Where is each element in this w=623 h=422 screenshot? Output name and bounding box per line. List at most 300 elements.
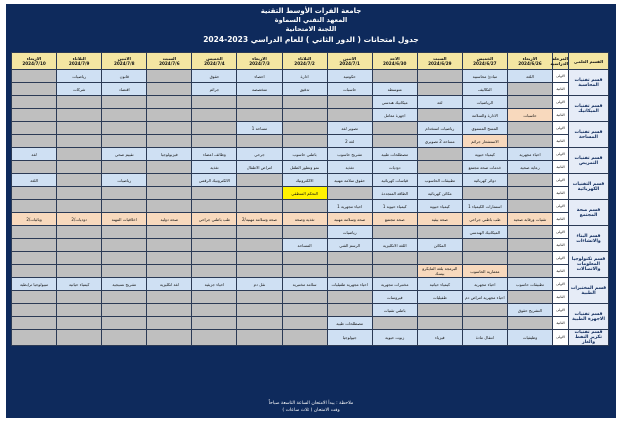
exam-cell: تطبيقات الحاسوب xyxy=(417,174,462,187)
exam-cell xyxy=(417,252,462,265)
day-name: الخميس xyxy=(476,56,494,61)
exam-cell xyxy=(192,135,237,148)
exam-cell: لغة xyxy=(12,148,57,161)
schedule-row xyxy=(12,109,609,122)
stage-label: الثانية xyxy=(553,239,569,252)
exam-cell: معمارية الحاسوب xyxy=(462,265,507,278)
day-header xyxy=(12,53,57,70)
exam-cell xyxy=(282,135,327,148)
exam-cell: طب باطني جراحي xyxy=(462,213,507,226)
exam-cell xyxy=(147,96,192,109)
exam-cell xyxy=(282,304,327,317)
exam-cell xyxy=(147,187,192,200)
exam-cell xyxy=(507,265,552,278)
exam-cell xyxy=(147,226,192,239)
schedule-row xyxy=(12,265,609,278)
schedule-row xyxy=(12,226,609,239)
exam-cell xyxy=(147,304,192,317)
exam-cell xyxy=(192,109,237,122)
stage-label: الاولى xyxy=(553,70,569,83)
exam-cell xyxy=(282,122,327,135)
exam-cell: تقنيات ورقابة صحية xyxy=(507,213,552,226)
exam-cell xyxy=(102,330,147,346)
exam-cell: الالكترونيك xyxy=(282,174,327,187)
exam-cell xyxy=(57,291,102,304)
exam-cell xyxy=(327,96,372,109)
exam-cell: المسح المستوي xyxy=(462,122,507,135)
department-name: قسم تقنيات الاجهزة الطبية xyxy=(569,304,609,330)
exam-cell: وظيفيات xyxy=(507,330,552,346)
exam-cell xyxy=(192,252,237,265)
exam-cell: الميكانيك الهندسي xyxy=(462,226,507,239)
exam-cell xyxy=(147,174,192,187)
exam-cell: مصطلحات طبية xyxy=(327,317,372,330)
exam-cell: باطني حاسوب xyxy=(282,148,327,161)
exam-cell: استمارات الكيمياء 1 xyxy=(462,200,507,213)
exam-cell: حكومية xyxy=(327,70,372,83)
exam-cell xyxy=(327,252,372,265)
exam-cell: دوديات xyxy=(372,161,417,174)
exam-cell: حاسبات xyxy=(507,109,552,122)
exam-cell: رياضيات xyxy=(102,174,147,187)
exam-cell xyxy=(147,70,192,83)
stage-label: الاولى xyxy=(553,174,569,187)
exam-cell xyxy=(57,226,102,239)
stage-label: الثانية xyxy=(553,135,569,148)
stage-label: الاولى xyxy=(553,148,569,161)
exam-cell xyxy=(237,252,282,265)
exam-cell xyxy=(12,135,57,148)
exam-cell xyxy=(57,148,102,161)
department-name: قسم صحة المجتمع xyxy=(569,200,609,226)
exam-cell xyxy=(192,239,237,252)
exam-cell: لغة 2 xyxy=(327,135,372,148)
exam-cell: تقييم صحي xyxy=(102,148,147,161)
exam-cell: اللغة xyxy=(507,70,552,83)
schedule-row xyxy=(12,317,609,330)
day-header xyxy=(192,53,237,70)
exam-cell: رياضيات xyxy=(57,70,102,83)
department-name: قسم تقنيات التمريض xyxy=(569,148,609,174)
exam-cell xyxy=(12,304,57,317)
exam-cell xyxy=(327,291,372,304)
schedule-row xyxy=(12,148,609,161)
exam-cell xyxy=(12,265,57,278)
stage-label: الاولى xyxy=(553,304,569,317)
day-date: 2024/7/8 xyxy=(113,61,135,66)
exam-cell xyxy=(102,96,147,109)
exam-cell: جرائم xyxy=(192,83,237,96)
day-date: 2024/6/26 xyxy=(518,61,542,66)
exam-cell xyxy=(147,135,192,148)
department-name: قسم تقنيات الميكانيك xyxy=(569,96,609,122)
exam-cell: خدمات صحة مجتمع xyxy=(462,161,507,174)
exam-cell: تغذية وصحة xyxy=(282,213,327,226)
exam-cell: احياء مجهرية امراض دم xyxy=(462,291,507,304)
day-date: 2024/7/10 xyxy=(22,61,46,66)
exam-cell: احياء مجهرية طفيليات xyxy=(327,278,372,291)
exam-schedule-table xyxy=(11,52,609,346)
footer-start-time: ملاحظة : يبدأ الامتحان الساعة التاسعة صباحاً xyxy=(268,401,354,406)
exam-cell xyxy=(237,109,282,122)
exam-cell xyxy=(282,200,327,213)
exam-cell: جيولوجيا xyxy=(327,330,372,346)
exam-cell xyxy=(462,304,507,317)
exam-cell xyxy=(417,148,462,161)
exam-cell: التشريح حقوق xyxy=(507,304,552,317)
exam-cell xyxy=(57,330,102,346)
exam-cell: الطاقة المتجددة xyxy=(372,187,417,200)
exam-cell xyxy=(237,291,282,304)
exam-cell: كيمياء حيوية xyxy=(417,200,462,213)
schedule-row xyxy=(12,291,609,304)
exam-cell xyxy=(147,265,192,278)
exam-cell xyxy=(237,200,282,213)
exam-cell: لغة انكليزية xyxy=(147,278,192,291)
exam-cell xyxy=(102,200,147,213)
day-name: الخميس xyxy=(206,56,223,61)
exam-cell xyxy=(417,304,462,317)
exam-cell: احياء مجهرية xyxy=(462,278,507,291)
day-date: 2024/7/2 xyxy=(294,61,315,66)
exam-cell xyxy=(102,265,147,278)
exam-cell xyxy=(57,265,102,278)
exam-cell xyxy=(57,304,102,317)
exam-cell xyxy=(237,239,282,252)
exam-cell xyxy=(237,226,282,239)
exam-cell: امراض الاطفال xyxy=(237,161,282,174)
exam-cell xyxy=(12,291,57,304)
department-name: قسم البناء والانشاءات xyxy=(569,226,609,252)
exam-cell xyxy=(282,291,327,304)
exam-cell xyxy=(372,252,417,265)
stage-label: الثانية xyxy=(553,109,569,122)
exam-cell xyxy=(507,174,552,187)
exam-cell xyxy=(192,317,237,330)
department-name: قسم تكنولوجيا المعلومات والاتصالات xyxy=(569,252,609,278)
day-date: 2024/6/30 xyxy=(382,61,407,66)
exam-cell xyxy=(57,187,102,200)
exam-cell xyxy=(462,317,507,330)
exam-cell xyxy=(12,330,57,346)
schedule-row xyxy=(12,278,609,291)
exam-cell: احياء مجهرية 1 xyxy=(327,200,372,213)
day-header xyxy=(372,53,417,70)
exam-cell xyxy=(192,96,237,109)
schedule-row xyxy=(12,135,609,148)
exam-cell xyxy=(507,96,552,109)
exam-cell: قانون xyxy=(102,70,147,83)
day-name: الاحد xyxy=(389,56,400,61)
exam-cell: سلامة مختبرية xyxy=(282,278,327,291)
exam-cell xyxy=(57,161,102,174)
stage-column-header: المرحلة الدراسية xyxy=(553,53,569,70)
exam-cell xyxy=(192,226,237,239)
exam-cell xyxy=(237,265,282,278)
exam-cell xyxy=(192,265,237,278)
day-date: 2024/6/29 xyxy=(428,61,452,66)
exam-cell xyxy=(417,83,462,96)
exam-cell xyxy=(147,83,192,96)
exam-cell xyxy=(147,317,192,330)
day-name: الاربعاء xyxy=(252,56,267,61)
exam-cell xyxy=(192,330,237,346)
exam-cell: الادارة والسلامة xyxy=(462,109,507,122)
exam-cell xyxy=(12,317,57,330)
exam-cell xyxy=(147,239,192,252)
exam-cell xyxy=(12,239,57,252)
exam-cell xyxy=(147,122,192,135)
exam-cell xyxy=(102,187,147,200)
stage-label: الاولى xyxy=(553,200,569,213)
exam-cell xyxy=(372,135,417,148)
exam-cell xyxy=(192,122,237,135)
exam-cell: قياسات كهربائية xyxy=(372,174,417,187)
exam-cell xyxy=(57,252,102,265)
exam-cell: دوائر كهربائية xyxy=(462,174,507,187)
stage-label: الاولى xyxy=(553,278,569,291)
exam-cell: صحة بيئية xyxy=(417,213,462,226)
institute-title: المعهد التقني السماوة xyxy=(274,16,348,24)
exam-cell xyxy=(192,187,237,200)
exam-cell: جرحي xyxy=(237,148,282,161)
stage-label: الاولى xyxy=(553,226,569,239)
exam-cell: ادارة xyxy=(282,70,327,83)
day-header xyxy=(102,53,147,70)
exam-cell: الاستشعار جرائم xyxy=(462,135,507,148)
schedule-row xyxy=(12,330,609,346)
exam-cell: حاسبات xyxy=(327,83,372,96)
stage-label: الاولى xyxy=(553,122,569,135)
exam-cell xyxy=(462,239,507,252)
day-date: 2024/7/3 xyxy=(249,61,270,66)
day-header xyxy=(327,53,372,70)
exam-cell xyxy=(12,161,57,174)
exam-cell xyxy=(282,252,327,265)
exam-cell: فيروسات xyxy=(372,291,417,304)
exam-cell: مبادئ محاسبية xyxy=(462,70,507,83)
department-name: قسم تقنيات المحاسبة xyxy=(569,70,609,96)
exam-cell xyxy=(12,200,57,213)
exam-cell xyxy=(237,135,282,148)
exam-cell: اللغة الانكليزية xyxy=(372,239,417,252)
exam-cell: صحة دولية xyxy=(147,213,192,226)
day-date: 2024/7/9 xyxy=(68,61,90,66)
day-header xyxy=(462,53,507,70)
exam-cell: تصوير لغة xyxy=(327,122,372,135)
day-header xyxy=(57,53,102,70)
exam-cell xyxy=(417,161,462,174)
exam-cell xyxy=(282,330,327,346)
exam-cell xyxy=(507,122,552,135)
day-header xyxy=(237,53,282,70)
exam-cell xyxy=(12,187,57,200)
exam-cell: اقتصاد xyxy=(102,83,147,96)
exam-cell xyxy=(237,174,282,187)
exam-cell xyxy=(12,83,57,96)
exam-cell: التحكم المنطقي xyxy=(282,187,327,200)
exam-cell xyxy=(102,317,147,330)
day-header xyxy=(507,53,552,70)
exam-cell: تطبيقات حاسوب xyxy=(507,278,552,291)
schedule-row xyxy=(12,187,609,200)
exam-cell: اجهزة معامل xyxy=(372,109,417,122)
exam-cell xyxy=(147,330,192,346)
day-date: 2024/6/27 xyxy=(473,61,497,66)
exam-cell xyxy=(57,109,102,122)
exam-cell: رياضيات استخدام xyxy=(417,122,462,135)
exam-cell: احياء مجهرية xyxy=(507,148,552,161)
exam-cell xyxy=(372,70,417,83)
exam-cell xyxy=(57,122,102,135)
exam-cell xyxy=(507,135,552,148)
day-name: الثلاثاء xyxy=(297,56,312,61)
footer-note xyxy=(6,400,616,414)
exam-cell: طب باطني جراحي xyxy=(192,213,237,226)
exam-cell: التكاليف xyxy=(462,83,507,96)
day-name: الاربعاء xyxy=(26,56,42,61)
stage-label: الثانية xyxy=(553,83,569,96)
exam-cell: احصاء xyxy=(237,70,282,83)
exam-cell xyxy=(327,109,372,122)
exam-cell xyxy=(372,122,417,135)
department-name: قسم تقنيات المساحة xyxy=(569,122,609,148)
stage-label: الثانية xyxy=(553,161,569,174)
exam-cell xyxy=(282,96,327,109)
exam-cell xyxy=(192,291,237,304)
exam-cell: نمو وتطور الطفل xyxy=(282,161,327,174)
exam-cell xyxy=(417,70,462,83)
exam-cell: مبيولوجيا ترابطية xyxy=(12,278,57,291)
schedule-row xyxy=(12,252,609,265)
exam-cell: لغة xyxy=(417,96,462,109)
schedule-row xyxy=(12,70,609,83)
exam-cell: رياضيات xyxy=(327,226,372,239)
day-name: السبت xyxy=(162,56,177,61)
exam-cell xyxy=(12,252,57,265)
exam-cell: تشريح نسيجية xyxy=(102,278,147,291)
exam-cell xyxy=(507,200,552,213)
day-date: 2024/7/1 xyxy=(339,61,360,66)
exam-cell: اخلاقيات المهنة xyxy=(102,213,147,226)
exam-cell: حقوق xyxy=(192,70,237,83)
exam-cell xyxy=(507,291,552,304)
stage-label: الثانية xyxy=(553,291,569,304)
exam-cell xyxy=(12,96,57,109)
exam-cell: رعاية صحية xyxy=(507,161,552,174)
exam-cell: فيزياء xyxy=(417,330,462,346)
exam-cell xyxy=(237,187,282,200)
exam-cell: تشريح حاسوب xyxy=(327,148,372,161)
exam-cell: صحة وسلامة مهنية xyxy=(327,213,372,226)
exam-cell: المكائن xyxy=(417,239,462,252)
exam-cell xyxy=(417,317,462,330)
exam-cell: الرسم الفني xyxy=(327,239,372,252)
exam-cell: متخصصة xyxy=(237,83,282,96)
exam-cell xyxy=(102,122,147,135)
exam-cell xyxy=(102,239,147,252)
exam-cell xyxy=(417,226,462,239)
exam-cell xyxy=(237,96,282,109)
day-name: الاربعاء xyxy=(522,56,538,61)
exam-cell: حقوق سلامة مهنية xyxy=(327,174,372,187)
exam-cell: مكائن كهربائية xyxy=(417,187,462,200)
exam-cell: مختبرات مجهرية xyxy=(372,278,417,291)
exam-cell xyxy=(372,226,417,239)
exam-cell xyxy=(102,252,147,265)
day-name: الاثنين xyxy=(342,56,357,61)
exam-cell xyxy=(57,96,102,109)
schedule-row xyxy=(12,122,609,135)
department-name: قسم التقنيات الكهربائية xyxy=(569,174,609,200)
exam-cell: وظائف اعضاء xyxy=(192,148,237,161)
schedule-row xyxy=(12,239,609,252)
exam-cell: انتقال مادة xyxy=(462,330,507,346)
exam-cell xyxy=(462,187,507,200)
exam-cell xyxy=(12,70,57,83)
exam-cell xyxy=(102,291,147,304)
exam-cell: نقل دم xyxy=(237,278,282,291)
exam-cell: باطني تقنيات xyxy=(372,304,417,317)
exam-cell: تدقيق xyxy=(282,83,327,96)
exam-cell xyxy=(192,200,237,213)
committee-title: اللجنة الامتحانية xyxy=(285,25,337,33)
exam-cell xyxy=(282,317,327,330)
exam-cell xyxy=(102,109,147,122)
exam-cell xyxy=(507,187,552,200)
exam-cell xyxy=(57,239,102,252)
header-row xyxy=(12,53,609,70)
exam-cell xyxy=(507,83,552,96)
exam-cell: احياء جزيئية xyxy=(192,278,237,291)
exam-cell xyxy=(237,304,282,317)
exam-cell xyxy=(282,265,327,278)
stage-label: الاولى xyxy=(553,252,569,265)
exam-cell xyxy=(462,252,507,265)
exam-cell xyxy=(147,109,192,122)
exam-cell xyxy=(192,304,237,317)
exam-cell xyxy=(12,122,57,135)
exam-cell: البرمجة بلغة المايكرو بيسك xyxy=(417,265,462,278)
exam-cell: طفيليات xyxy=(417,291,462,304)
exam-cell: مساحة 1 xyxy=(237,122,282,135)
stage-label: الاولى xyxy=(553,96,569,109)
exam-cell xyxy=(102,161,147,174)
exam-cell xyxy=(147,161,192,174)
exam-cell xyxy=(12,226,57,239)
day-name: الاثنين xyxy=(117,56,131,61)
day-header xyxy=(147,53,192,70)
exam-cell xyxy=(237,330,282,346)
exam-cell: الالكترونيك الرقمي xyxy=(192,174,237,187)
exam-cell: كيمياء حيوية 1 xyxy=(372,200,417,213)
exam-cell xyxy=(327,304,372,317)
exam-cell xyxy=(282,226,327,239)
day-date: 2024/7/4 xyxy=(204,61,225,66)
stage-label: الثانية xyxy=(553,265,569,278)
schedule-row xyxy=(12,83,609,96)
exam-cell: فيزيولوجيا xyxy=(147,148,192,161)
schedule-row xyxy=(12,161,609,174)
exam-cell: تغذية xyxy=(327,161,372,174)
exam-cell xyxy=(147,252,192,265)
exam-cell xyxy=(507,317,552,330)
exam-cell xyxy=(102,304,147,317)
exam-cell: متوسطة xyxy=(372,83,417,96)
schedule-row xyxy=(12,213,609,226)
exam-cell xyxy=(147,200,192,213)
schedule-row xyxy=(12,304,609,317)
